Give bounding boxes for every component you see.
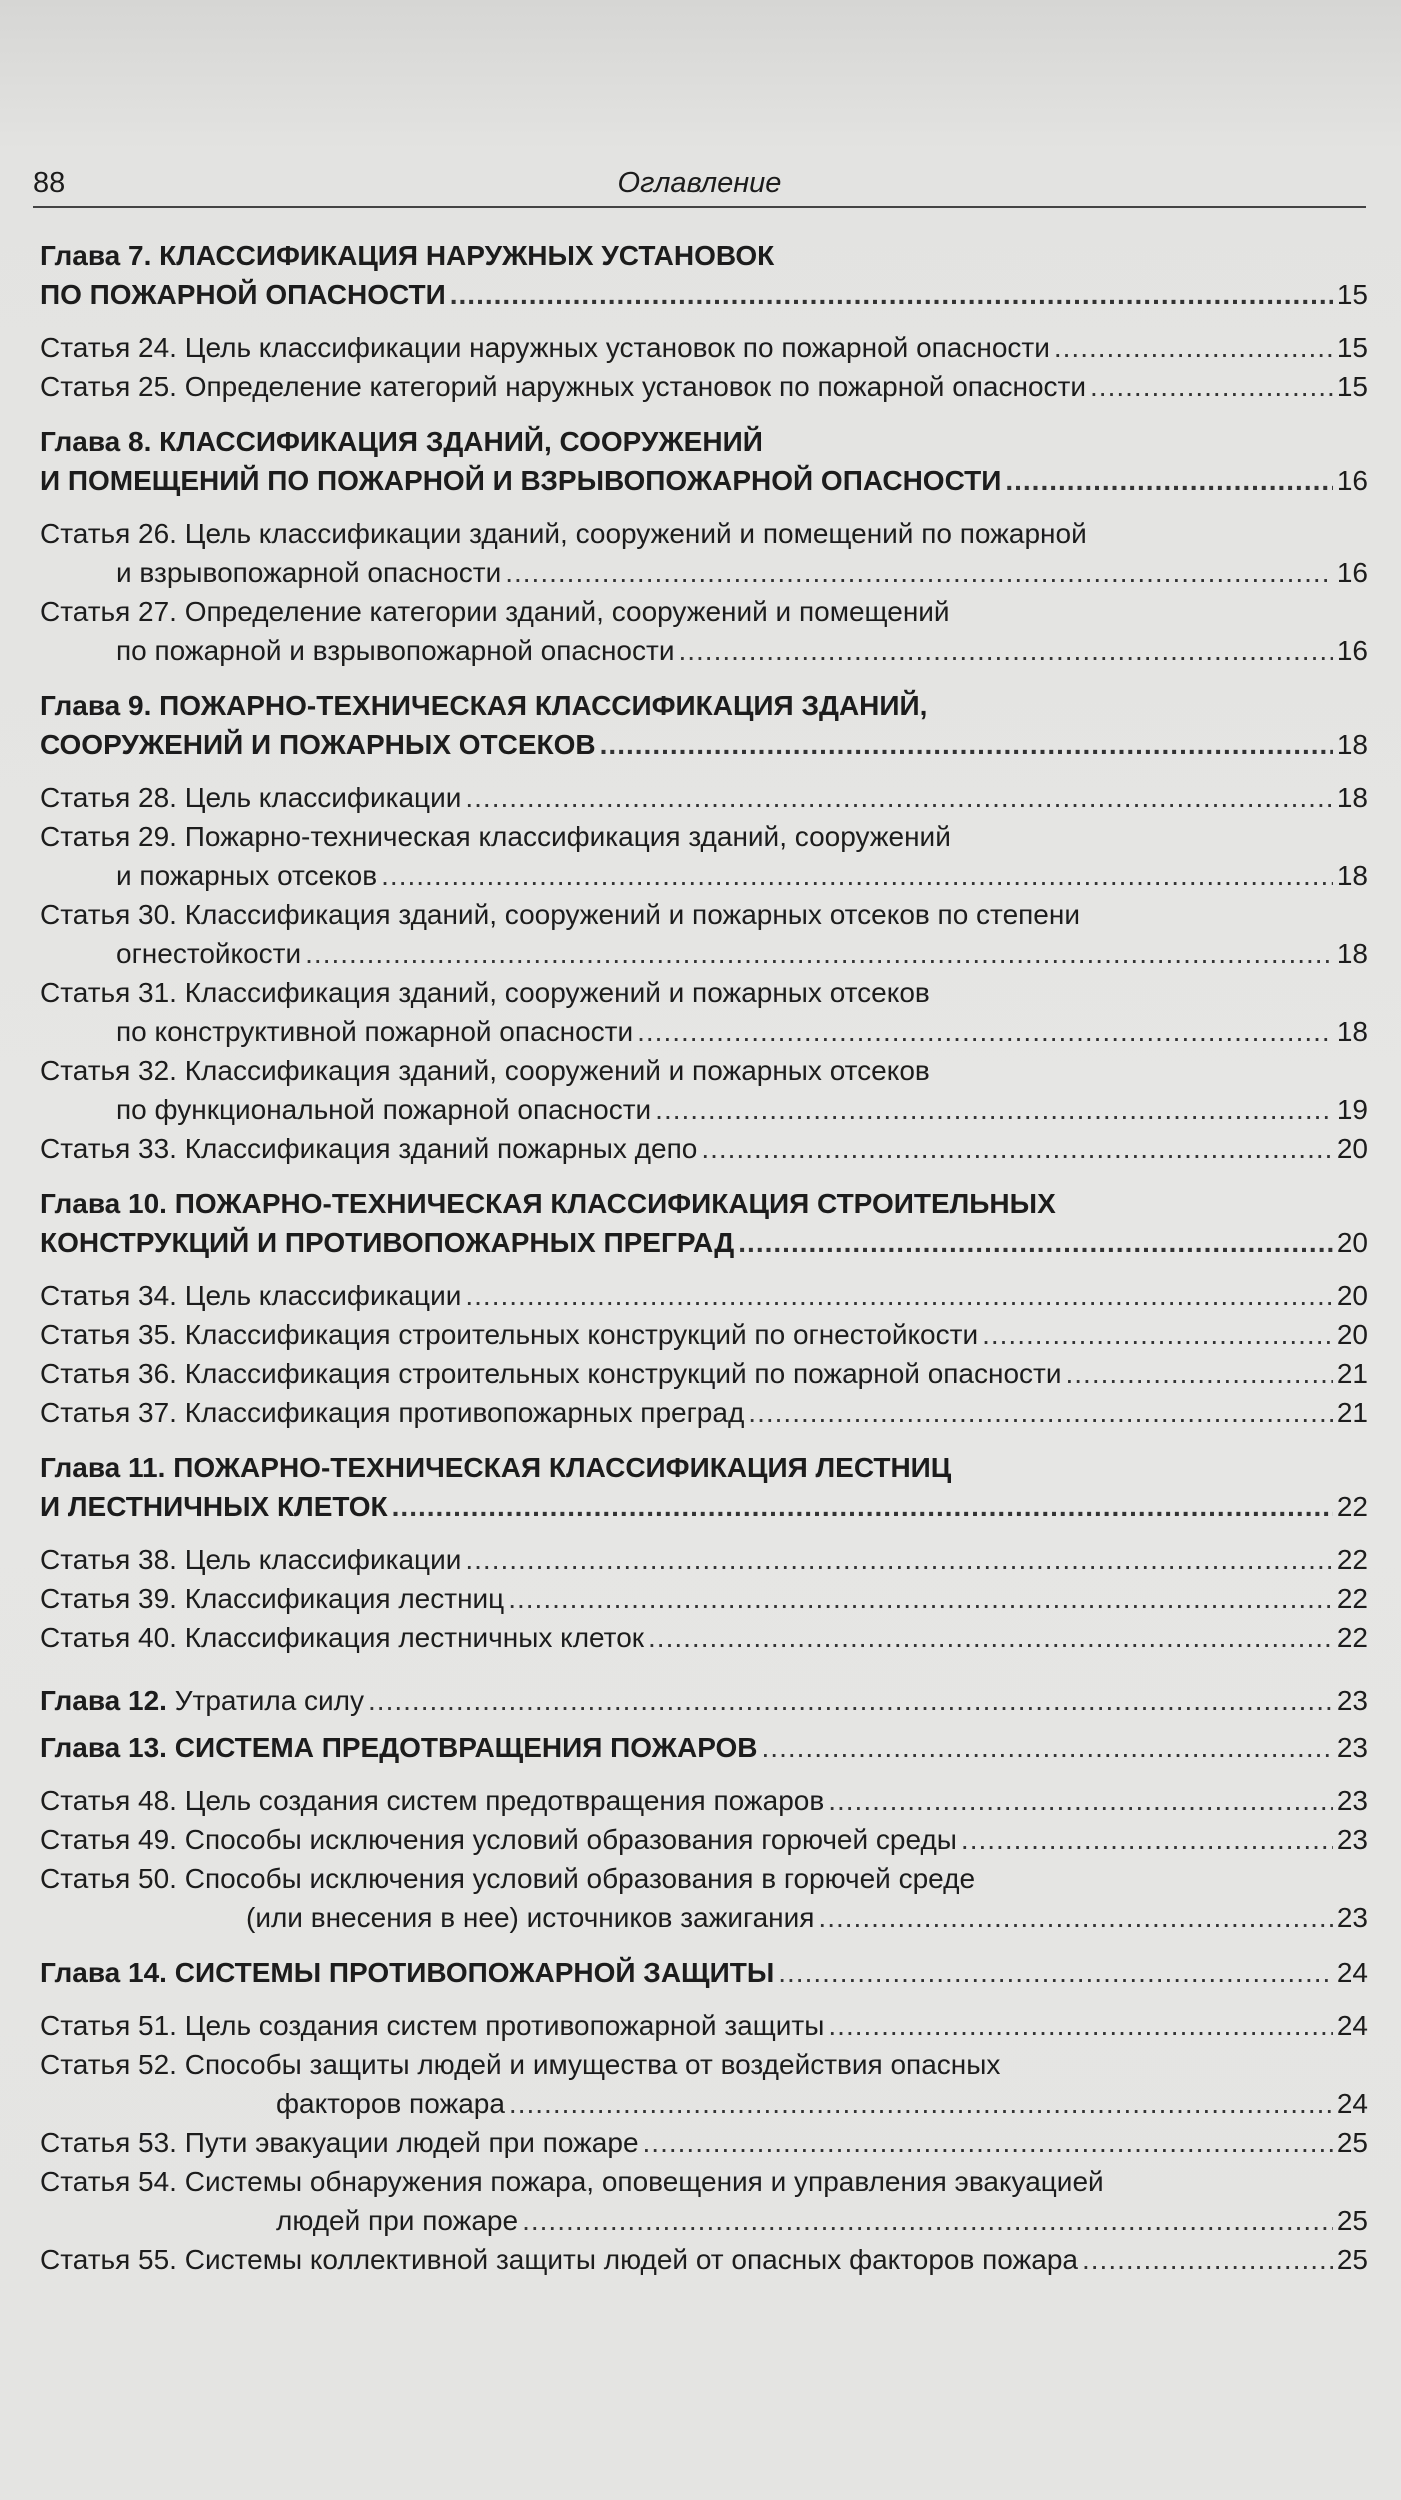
toc-entry[interactable]	[40, 1393, 1368, 1432]
entry-text: Статья 55. Системы коллективной защиты людей от опасных факторов пожара	[40, 2244, 1078, 2275]
leader-dots	[1082, 2240, 1333, 2279]
toc-entry[interactable]	[40, 1354, 1368, 1393]
running-header	[33, 160, 1366, 208]
leader-dots	[818, 1898, 1332, 1937]
chapter-title: КОНСТРУКЦИЙ И ПРОТИВОПОЖАРНЫХ ПРЕГРАД	[40, 1227, 735, 1258]
toc-entry[interactable]	[40, 631, 1368, 670]
toc-entry[interactable]	[40, 934, 1368, 973]
toc-entry[interactable]	[40, 2084, 1368, 2123]
page-ref: 16	[1336, 557, 1368, 588]
toc-entry[interactable]	[40, 778, 1368, 817]
page-ref: 23	[1336, 1785, 1368, 1816]
leader-dots	[738, 1223, 1333, 1262]
page-ref: 24	[1336, 1957, 1368, 1988]
entry-text: Статья 53. Пути эвакуации людей при пожаре	[40, 2127, 639, 2158]
chapter-prefix: Глава 7.	[40, 240, 152, 271]
chapter-heading-line[interactable]	[40, 725, 1368, 764]
page-ref: 24	[1336, 2088, 1368, 2119]
entry-text: Статья 40. Классификация лестничных клеток	[40, 1622, 645, 1653]
toc-entry[interactable]	[40, 367, 1368, 406]
entry-text: Статья 25. Определение категорий наружных установок по пожарной опасности	[40, 371, 1087, 402]
entry-text: Статья 32. Классификация зданий, сооружений и пожарных отсеков	[40, 1055, 930, 1086]
page-ref: 25	[1336, 2244, 1368, 2275]
chapter-prefix: Глава 13.	[40, 1732, 167, 1763]
chapter-heading-line	[40, 236, 1368, 275]
page-ref: 18	[1336, 729, 1368, 760]
toc-entry[interactable]	[40, 2006, 1368, 2045]
page-ref: 23	[1336, 1732, 1368, 1763]
page-ref: 25	[1336, 2205, 1368, 2236]
toc-entry[interactable]	[40, 1129, 1368, 1168]
leader-dots	[1066, 1354, 1333, 1393]
entry-text: Статья 50. Способы исключения условий образования в горючей среде	[40, 1863, 976, 1894]
leader-dots	[678, 631, 1332, 670]
chapter-title: И ПОМЕЩЕНИЙ ПО ПОЖАРНОЙ И ВЗРЫВОПОЖАРНОЙ ОПАСНОСТИ	[40, 465, 1002, 496]
entry-text: по конструктивной пожарной опасности	[116, 1016, 634, 1047]
chapter-title: ПОЖАРНО-ТЕХНИЧЕСКАЯ КЛАССИФИКАЦИЯ СТРОИТЕЛЬНЫХ	[174, 1188, 1056, 1219]
toc-entry[interactable]	[40, 2240, 1368, 2279]
chapter-prefix: Глава 8.	[40, 426, 152, 457]
leader-dots	[522, 2201, 1333, 2240]
chapter-12	[40, 1681, 1368, 1720]
page-ref: 23	[1336, 1824, 1368, 1855]
leader-dots	[368, 1681, 1333, 1720]
toc-entry[interactable]	[40, 553, 1368, 592]
leader-dots	[1005, 461, 1333, 500]
leader-dots	[600, 725, 1333, 764]
toc-entry[interactable]	[40, 856, 1368, 895]
entry-text: огнестойкости	[116, 938, 302, 969]
toc-entry[interactable]	[40, 1315, 1368, 1354]
leader-dots	[465, 778, 1332, 817]
page-ref: 24	[1336, 2010, 1368, 2041]
running-title: Оглавление	[617, 167, 782, 199]
page-ref: 22	[1336, 1622, 1368, 1653]
chapter-title: ПОЖАРНО-ТЕХНИЧЕСКАЯ КЛАССИФИКАЦИЯ ЛЕСТНИЦ	[173, 1452, 952, 1483]
entry-text: людей при пожаре	[276, 2205, 519, 2236]
leader-dots	[1090, 367, 1333, 406]
toc-entry[interactable]	[40, 1898, 1368, 1937]
leader-dots	[748, 1393, 1333, 1432]
leader-dots	[505, 553, 1333, 592]
leader-dots	[643, 2123, 1333, 2162]
page-ref: 20	[1336, 1133, 1368, 1164]
chapter-title: КЛАССИФИКАЦИЯ НАРУЖНЫХ УСТАНОВОК	[159, 240, 775, 271]
entry-text: (или внесения в нее) источников зажигания	[246, 1902, 815, 1933]
page-ref: 18	[1336, 1016, 1368, 1047]
page-number: 88	[33, 167, 66, 199]
toc-entry[interactable]	[40, 328, 1368, 367]
entry-text: Статья 51. Цель создания систем противопожарной защиты	[40, 2010, 825, 2041]
entry-text: Статья 24. Цель классификации наружных установок по пожарной опасности	[40, 332, 1050, 363]
chapter-heading-line[interactable]	[40, 1728, 1368, 1767]
page-ref: 23	[1336, 1902, 1368, 1933]
page-ref: 19	[1336, 1094, 1368, 1125]
chapter-title: ПО ПОЖАРНОЙ ОПАСНОСТИ	[40, 279, 446, 310]
chapter-heading-line[interactable]	[40, 461, 1368, 500]
entry-text: Статья 35. Классификация строительных конструкций по огнестойкости	[40, 1319, 979, 1350]
chapter-heading-line	[40, 1184, 1368, 1223]
leader-dots	[982, 1315, 1333, 1354]
page-ref: 22	[1336, 1583, 1368, 1614]
page-ref: 23	[1336, 1685, 1368, 1716]
chapter-prefix: Глава 14.	[40, 1957, 167, 1988]
toc-entry[interactable]	[40, 1540, 1368, 1579]
page-ref: 18	[1336, 938, 1368, 969]
page-ref: 18	[1336, 860, 1368, 891]
entry-text: Статья 36. Классификация строительных конструкций по пожарной опасности	[40, 1358, 1062, 1389]
chapter-8	[40, 422, 1368, 670]
chapter-prefix: Глава 10.	[40, 1188, 167, 1219]
page-ref: 15	[1336, 332, 1368, 363]
chapter-title: Утратила силу	[174, 1685, 365, 1716]
page-ref: 21	[1336, 1397, 1368, 1428]
page-ref: 20	[1336, 1319, 1368, 1350]
entry-text: Статья 27. Определение категории зданий, сооружений и помещений	[40, 596, 950, 627]
entry-text: Статья 34. Цель классификации	[40, 1280, 462, 1311]
chapter-title: КЛАССИФИКАЦИЯ ЗДАНИЙ, СООРУЖЕНИЙ	[159, 426, 763, 457]
leader-dots	[701, 1129, 1333, 1168]
leader-dots	[305, 934, 1333, 973]
entry-text: и пожарных отсеков	[116, 860, 378, 891]
chapter-heading-line[interactable]	[40, 1223, 1368, 1262]
leader-dots	[381, 856, 1333, 895]
entry-text: Статья 48. Цель создания систем предотвращения пожаров	[40, 1785, 825, 1816]
entry-text: Статья 30. Классификация зданий, сооружений и пожарных отсеков по степени	[40, 899, 1080, 930]
leader-dots	[828, 2006, 1332, 2045]
leader-dots	[1054, 328, 1333, 367]
leader-dots	[961, 1820, 1333, 1859]
leader-dots	[465, 1276, 1332, 1315]
page-ref: 25	[1336, 2127, 1368, 2158]
leader-dots	[648, 1618, 1333, 1657]
page-ref: 16	[1336, 635, 1368, 666]
page-ref: 22	[1336, 1544, 1368, 1575]
toc-entry[interactable]	[40, 2201, 1368, 2240]
toc-entry[interactable]	[40, 1820, 1368, 1859]
entry-text: и взрывопожарной опасности	[116, 557, 502, 588]
entry-text: Статья 37. Классификация противопожарных преград	[40, 1397, 745, 1428]
page-ref: 22	[1336, 1491, 1368, 1522]
chapter-9	[40, 686, 1368, 1168]
chapter-prefix: Глава 11.	[40, 1452, 166, 1483]
chapter-heading-line	[40, 422, 1368, 461]
entry-text: по функциональной пожарной опасности	[116, 1094, 652, 1125]
page-ref: 20	[1336, 1227, 1368, 1258]
entry-text: Статья 52. Способы защиты людей и имущества от воздействия опасных	[40, 2049, 1001, 2080]
toc-entry[interactable]	[40, 1276, 1368, 1315]
chapter-title: СООРУЖЕНИЙ И ПОЖАРНЫХ ОТСЕКОВ	[40, 729, 596, 760]
leader-dots	[450, 275, 1333, 314]
leader-dots	[655, 1090, 1333, 1129]
chapter-prefix: Глава 9.	[40, 690, 152, 721]
leader-dots	[465, 1540, 1332, 1579]
chapter-title: ПОЖАРНО-ТЕХНИЧЕСКАЯ КЛАССИФИКАЦИЯ ЗДАНИЙ,	[159, 690, 928, 721]
page-ref: 18	[1336, 782, 1368, 813]
entry-text: факторов пожара	[276, 2088, 505, 2119]
page-ref: 15	[1336, 279, 1368, 310]
toc-entry[interactable]	[40, 2123, 1368, 2162]
page-ref: 20	[1336, 1280, 1368, 1311]
entry-text: Статья 31. Классификация зданий, сооружений и пожарных отсеков	[40, 977, 930, 1008]
entry-text: Статья 38. Цель классификации	[40, 1544, 462, 1575]
chapter-heading-line	[40, 1448, 1368, 1487]
toc-entry[interactable]	[40, 1579, 1368, 1618]
toc-entry[interactable]	[40, 1618, 1368, 1657]
entry-text: Статья 33. Классификация зданий пожарных депо	[40, 1133, 698, 1164]
entry-text: Статья 54. Системы обнаружения пожара, оповещения и управления эвакуацией	[40, 2166, 1104, 2197]
page-ref: 16	[1336, 465, 1368, 496]
leader-dots	[508, 1579, 1333, 1618]
chapter-14	[40, 1953, 1368, 2279]
entry-text: Статья 49. Способы исключения условий образования горючей среды	[40, 1824, 957, 1855]
leader-dots	[762, 1728, 1333, 1767]
table-of-contents	[40, 236, 1368, 2295]
toc-entry[interactable]	[40, 1012, 1368, 1051]
toc-entry[interactable]	[40, 1781, 1368, 1820]
entry-text: Статья 39. Классификация лестниц	[40, 1583, 505, 1614]
page-ref: 15	[1336, 371, 1368, 402]
chapter-title: И ЛЕСТНИЧНЫХ КЛЕТОК	[40, 1491, 388, 1522]
chapter-13	[40, 1728, 1368, 1937]
leader-dots	[778, 1953, 1333, 1992]
chapter-heading-line[interactable]	[40, 1487, 1368, 1526]
leader-dots	[828, 1781, 1333, 1820]
entry-text: по пожарной и взрывопожарной опасности	[116, 635, 675, 666]
chapter-heading-line[interactable]	[40, 1681, 1368, 1720]
chapter-title: СИСТЕМЫ ПРОТИВОПОЖАРНОЙ ЗАЩИТЫ	[174, 1957, 775, 1988]
leader-dots	[509, 2084, 1333, 2123]
chapter-heading-line	[40, 686, 1368, 725]
leader-dots	[392, 1487, 1333, 1526]
chapter-title: СИСТЕМА ПРЕДОТВРАЩЕНИЯ ПОЖАРОВ	[174, 1732, 758, 1763]
page-ref: 21	[1336, 1358, 1368, 1389]
chapter-heading-line[interactable]	[40, 275, 1368, 314]
chapter-7	[40, 236, 1368, 406]
toc-entry[interactable]	[40, 1090, 1368, 1129]
chapter-10	[40, 1184, 1368, 1432]
chapter-heading-line[interactable]	[40, 1953, 1368, 1992]
chapter-11	[40, 1448, 1368, 1657]
entry-text: Статья 29. Пожарно-техническая классификация зданий, сооружений	[40, 821, 951, 852]
entry-text: Статья 26. Цель классификации зданий, сооружений и помещений по пожарной	[40, 518, 1087, 549]
entry-text: Статья 28. Цель классификации	[40, 782, 462, 813]
leader-dots	[637, 1012, 1333, 1051]
chapter-prefix: Глава 12.	[40, 1685, 167, 1716]
